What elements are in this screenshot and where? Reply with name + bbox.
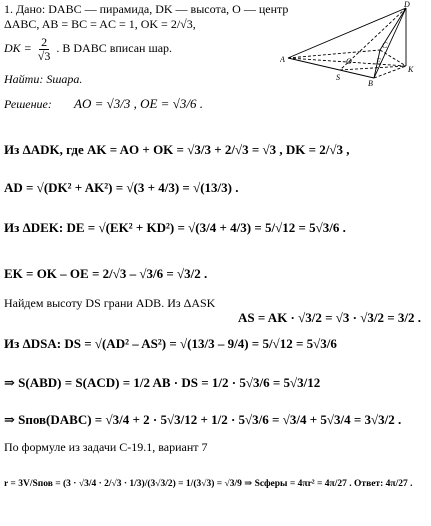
step-9: ⇒ Sпов(DABC) = √3/4 + 2 · 5√3/12 + 1/2 · 5√3/6 = √3/4 + 5√3/4 = 3√3/2 . xyxy=(4,412,402,427)
step-6: Найдем высоту DS грани ADB. Из ΔASK xyxy=(4,296,216,310)
line-ck xyxy=(380,50,406,66)
step-5: EK = OK – OE = 2/√3 – √3/6 = √3/2 . xyxy=(4,266,208,281)
edge-ac xyxy=(288,50,380,58)
label-d: D xyxy=(404,0,410,9)
dk-fraction xyxy=(36,36,53,62)
given-line-2: ΔABC, AB = BC = AC = 1, OK = 2/√3, xyxy=(4,17,196,31)
dk-num: 2 xyxy=(41,35,48,49)
step-2: Из ΔADK, где AK = AO + OK = √3/3 + 2/√3 = √3 , DK = 2/√3 , xyxy=(4,142,350,157)
given-line-3-text: . В DABC вписан шар. xyxy=(56,40,173,55)
given-line-3 xyxy=(4,36,172,62)
find-line: Найти: Sшара. xyxy=(4,72,83,86)
label-c: C xyxy=(382,41,388,50)
edge-ab xyxy=(288,58,374,78)
dk-label: DK = xyxy=(4,40,32,55)
solution-label: Решение: xyxy=(4,97,52,111)
step-4: Из ΔDEK: DE = √(EK² + KD²) = √(3/4 + 4/3) = 5/√12 = 5√3/6 . xyxy=(4,220,346,235)
label-b: B xyxy=(368,79,373,88)
label-k: K xyxy=(408,65,414,74)
label-s: S xyxy=(336,73,340,82)
step-10: По формуле из задачи С-19.1, вариант 7 xyxy=(4,440,208,454)
step-11: r = 3V/Sпов = (3 · √3/4 · 2/√3 · 1/3)/(3√3/2) = 1/(3√3) = √3/9 ⇒ Sсферы = 4πr² = 4π/27 . Ответ: 4π/27 . xyxy=(4,479,413,489)
label-a: A xyxy=(280,55,285,64)
dk-den: √3 xyxy=(37,48,51,63)
edge-db xyxy=(374,8,406,78)
step-8: ⇒ S(ABD) = S(ACD) = 1/2 AB · DS = 1/2 · 5√3/6 = 5√3/12 xyxy=(4,375,321,390)
label-o: O xyxy=(346,57,352,66)
label-e: E xyxy=(376,57,381,66)
step-7: Из ΔDSA: DS = √(AD² – AS²) = √(13/3 – 9/4) = 5/√12 = 5√3/6 xyxy=(4,336,337,351)
pyramid-figure xyxy=(280,0,430,98)
edge-ad xyxy=(288,8,406,58)
step-3: AD = √(DK² + AK²) = √(3 + 4/3) = √(13/3) . xyxy=(4,180,239,195)
given-line-1: 1. Дано: DABC — пирамида, DK — высота, O — центр xyxy=(4,2,289,16)
line-sk xyxy=(340,66,406,70)
step-6b: AS = AK · √3/2 = √3 · √3/2 = 3/2 . xyxy=(238,310,422,325)
step-1: AO = √3/3 , OE = √3/6 . xyxy=(74,96,203,111)
